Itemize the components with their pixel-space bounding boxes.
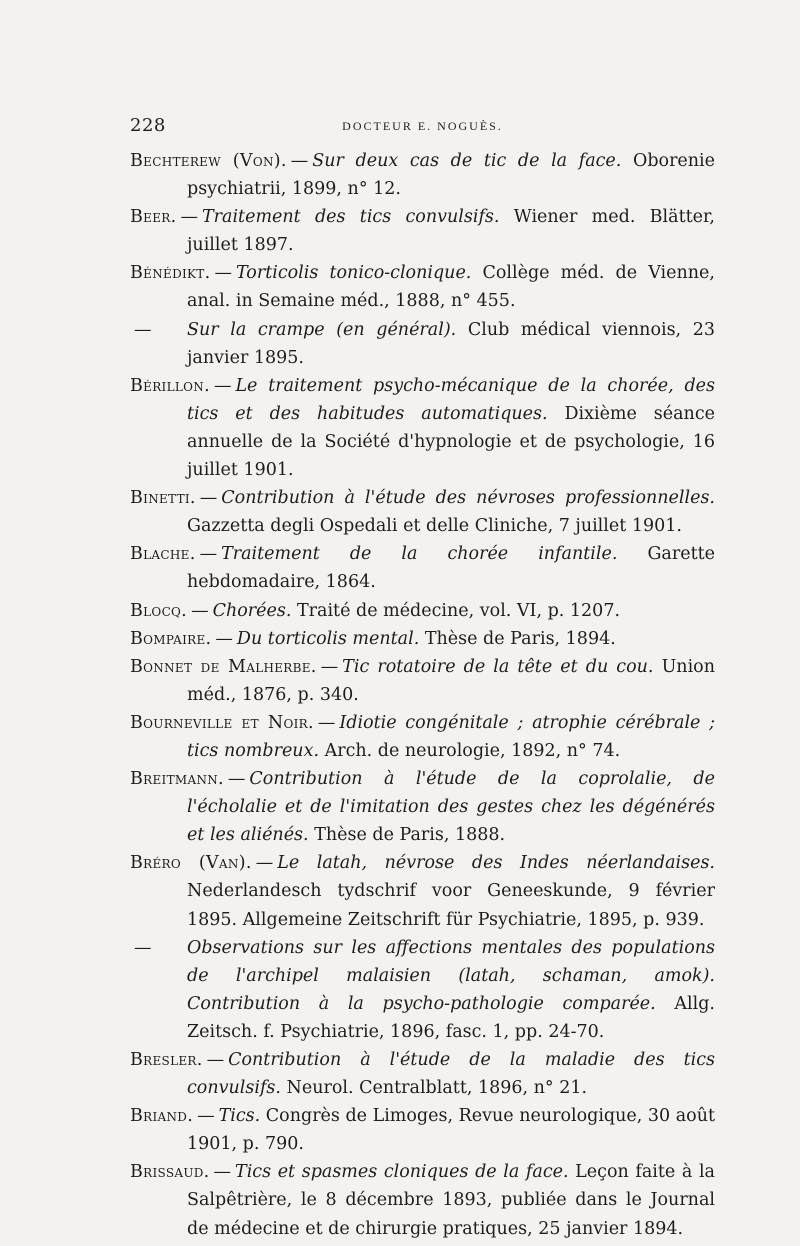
entry-title: Contribution à l'étude de la maladie des tics convulsifs. [187, 1050, 715, 1099]
entry-source: Dixième séance annuelle de la Société d'hypnologie et de psychologie, 16 juillet 1901. [187, 403, 715, 481]
entry-source: Union méd., 1876, p. 340. [187, 656, 715, 705]
entry-title: Du torticolis mental. [236, 628, 420, 649]
entry-source: Thèse de Paris, 1888. [314, 825, 506, 846]
bib-entry: Briand. — Tics. Congrès de Limoges, Revue neurologique, 30 août 1901, p. 790. [130, 1106, 715, 1155]
entry-author: Beer. [130, 207, 177, 228]
bib-entry: Bréro (Van). — Le latah, névrose des Indes néerlandaises. Nederlandesch tydschrif voor Geneeskunde, 9 février 1895. Allgemeine Zeitschrift für Psychiatrie, 1895, p. 939. [130, 853, 715, 930]
entry-title: Sur la crampe (en général). [187, 319, 457, 340]
entry-title: Traitement des tics convulsifs. [201, 207, 500, 228]
bib-entry: Bérillon. — Le traitement psycho-mécanique de la chorée, des tics et des habitudes automatiques. Dixième séance annuelle de la Société d'hypnologie et de psychologie, 16 juillet 1901. [130, 375, 715, 481]
running-head: DOCTEUR E. NOGUÈS. [342, 119, 503, 133]
entry-source: Wiener med. Blätter, juillet 1897. [187, 207, 715, 256]
bib-entry [130, 934, 715, 1046]
bib-entry [130, 316, 715, 372]
entry-source: Gazzetta degli Ospedali et delle Cliniche, 7 juillet 1901. [187, 516, 682, 537]
entry-author: Bénédikt. [130, 263, 211, 284]
entry-title: Le latah, névrose des Indes néerlandaises. [277, 853, 715, 874]
entry-author: Bérillon. [130, 375, 210, 396]
entry-author: Binetti. [130, 488, 196, 509]
entry-author: — [134, 937, 152, 958]
entry-title: Torticolis tonico-clonique. [235, 263, 472, 284]
entry-title: Traitement de la chorée infantile. [221, 544, 618, 565]
entry-source: Traité de médecine, vol. VI, p. 1207. [296, 600, 621, 621]
entry-source: Thèse de Paris, 1894. [424, 628, 616, 649]
page-number: 228 [130, 115, 166, 136]
entry-author: Bréro (Van). [130, 853, 252, 874]
entry-source: Oborenie psychiatrii, 1899, n° 12. [187, 151, 716, 200]
entry-source: Arch. de neurologie, 1892, n° 74. [324, 740, 621, 761]
bib-entry: Blache. — Traitement de la chorée infantile. Garette hebdomadaire, 1864. [130, 544, 715, 593]
entry-title: Contribution à l'étude des névroses professionnelles. [221, 488, 715, 509]
entry-author: Bourneville et Noir. [130, 712, 314, 733]
entry-title: Tics et spasmes cloniques de la face. [235, 1162, 569, 1183]
entry-author: Bonnet de Malherbe. [130, 656, 317, 677]
entry-title: Tics. [218, 1106, 261, 1127]
page-header [130, 115, 715, 139]
bibliography-list [130, 147, 715, 1243]
entry-source: Neurol. Centralblatt, 1896, n° 21. [286, 1078, 588, 1099]
entry-source: Garette hebdomadaire, 1864. [187, 544, 715, 593]
entry-source: Leçon faite à la Salpêtrière, le 8 décembre 1893, publiée dans le Journal de médecine et de chirurgie pratiques, 25 janvier 1894. [187, 1162, 715, 1239]
bib-entry: Bénédikt. — Torticolis tonico-clonique. Collège méd. de Vienne, anal. in Semaine méd., 1888, n° 455. [130, 263, 715, 312]
entry-title: Observations sur les affections mentales des populations de l'archipel malaisien (latah, schaman, amok). Contribution à la psycho-pathologie comparée. [187, 937, 715, 1014]
bib-entry: Blocq. — Chorées. Traité de médecine, vol. VI, p. 1207. [130, 600, 621, 621]
entry-source: Allg. Zeitsch. f. Psychiatrie, 1896, fasc. 1, pp. 24-70. [187, 993, 715, 1042]
entry-source: Collège méd. de Vienne, anal. in Semaine méd., 1888, n° 455. [187, 263, 715, 312]
bib-entry: Bompaire. — Du torticolis mental. Thèse de Paris, 1894. [130, 628, 616, 649]
entry-author: Blache. [130, 544, 196, 565]
entry-author: Breitmann. [130, 769, 224, 790]
bib-entry: Binetti. — Contribution à l'étude des névroses professionnelles. Gazzetta degli Ospedali et delle Cliniche, 7 juillet 1901. [130, 488, 715, 537]
entry-author: Brissaud. [130, 1162, 210, 1183]
bib-entry: Bechterew (Von). — Sur deux cas de tic de la face. Oborenie psychiatrii, 1899, n° 12. [130, 151, 716, 200]
entry-title: Sur deux cas de tic de la face. [312, 151, 622, 171]
bib-entry: Bourneville et Noir. — Idiotie congénitale ; atrophie cérébrale ; tics nombreux. Arch. de neurologie, 1892, n° 74. [130, 712, 715, 761]
entry-author: Bompaire. [130, 628, 212, 649]
entry-title: Le traitement psycho-mécanique de la chorée, des tics et des habitudes automatiques. [187, 375, 715, 424]
bib-entry: Bonnet de Malherbe. — Tic rotatoire de la tête et du cou. Union méd., 1876, p. 340. [130, 656, 715, 705]
entry-author: Briand. [130, 1106, 194, 1127]
entry-author: — [134, 319, 152, 340]
bib-entry: Breitmann. — Contribution à l'étude de la coprolalie, de l'écholalie et de l'imitation des gestes chez les dégénérés et les aliénés. Thèse de Paris, 1888. [130, 769, 715, 846]
entry-author: Bresler. [130, 1050, 203, 1070]
entry-title: Chorées. [212, 600, 292, 621]
entry-source: Nederlandesch tydschrif voor Geneeskunde, 9 février 1895. Allgemeine Zeitschrift für Psychiatrie, 1895, p. 939. [187, 881, 715, 930]
bib-entry: Beer. — Traitement des tics convulsifs. Wiener med. Blätter, juillet 1897. [130, 207, 715, 256]
entry-title: Idiotie congénitale ; atrophie cérébrale ; tics nombreux. [187, 712, 715, 761]
bib-entry: Brissaud. — Tics et spasmes cloniques de la face. Leçon faite à la Salpêtrière, le 8 décembre 1893, publiée dans le Journal de médecine et de chirurgie pratiques, 25 janvier 1894. [130, 1162, 715, 1239]
entry-source: Club médical viennois, 23 janvier 1895. [187, 319, 715, 368]
entry-title: Contribution à l'étude de la coprolalie, de l'écholalie et de l'imitation des gestes chez les dégénérés et les aliénés. [187, 769, 715, 846]
bib-entry: Bresler. — Contribution à l'étude de la maladie des tics convulsifs. Neurol. Centralblatt, 1896, n° 21. [130, 1050, 715, 1099]
entry-author: Blocq. [130, 600, 188, 621]
entry-author: Bechterew (Von). [130, 151, 287, 171]
entry-source: Congrès de Limoges, Revue neurologique, 30 août 1901, p. 790. [187, 1106, 715, 1155]
entry-title: Tic rotatoire de la tête et du cou. [342, 656, 654, 677]
